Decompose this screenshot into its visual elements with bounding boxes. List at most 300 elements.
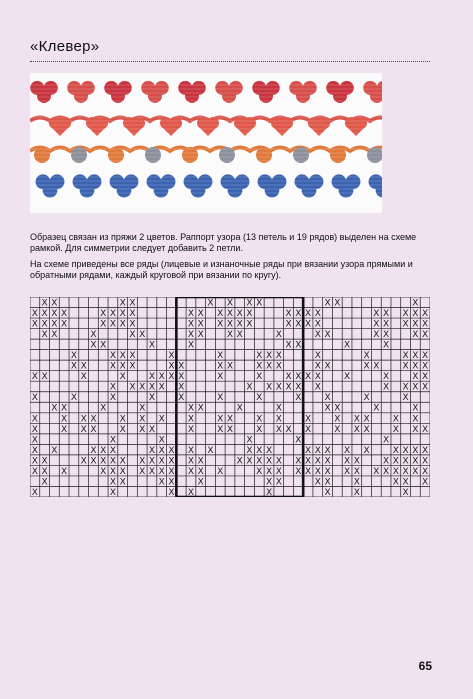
chart-stitch-mark: X [422, 319, 429, 330]
chart-stitch-mark: X [324, 456, 331, 467]
chart-stitch-mark: X [129, 298, 136, 309]
chart-stitch-mark: X [422, 456, 429, 467]
chart-stitch-mark: X [314, 372, 321, 383]
chart-stitch-mark: X [256, 361, 263, 372]
chart-stitch-mark: X [265, 445, 273, 456]
chart-stitch-mark: X [197, 477, 204, 488]
chart-stitch-mark: X [295, 340, 302, 351]
chart-stitch-mark: X [412, 424, 419, 435]
chart-stitch-mark: X [285, 382, 292, 393]
chart-stitch-mark: X [236, 319, 243, 330]
chart-stitch-mark: X [119, 466, 126, 477]
chart-stitch-mark: X [217, 319, 224, 330]
chart-stitch-mark: X [275, 351, 282, 362]
chart-stitch-mark: X [392, 414, 399, 425]
chart-stitch-mark: X [197, 319, 204, 330]
chart-stitch-mark: X [265, 487, 273, 497]
chart-stitch-mark: X [256, 393, 263, 404]
chart-stitch-mark: X [422, 351, 429, 362]
chart-stitch-mark: X [422, 445, 429, 456]
chart-stitch-mark: X [324, 298, 331, 309]
chart-stitch-mark: X [383, 456, 390, 467]
chart-stitch-mark: X [187, 445, 195, 456]
chart-stitch-mark: X [197, 456, 204, 467]
chart-stitch-mark: X [383, 308, 390, 319]
chart-stitch-mark: X [363, 351, 370, 362]
chart-stitch-mark: X [343, 445, 351, 456]
chart-stitch-mark: X [392, 424, 399, 435]
chart-stitch-mark: X [119, 414, 126, 425]
chart-stitch-mark: X [168, 477, 175, 488]
page-number: 65 [418, 659, 432, 673]
chart-stitch-mark: X [422, 466, 429, 477]
chart-stitch-mark: X [100, 466, 107, 477]
chart-stitch-mark: X [158, 435, 165, 446]
chart-stitch-mark: X [275, 361, 282, 372]
chart-stitch-mark: X [178, 372, 185, 383]
chart-stitch-mark: X [197, 308, 204, 319]
chart-stitch-mark: X [256, 298, 263, 309]
chart-stitch-mark: X [226, 308, 234, 319]
chart-stitch-mark: X [343, 340, 351, 351]
chart-stitch-mark: X [343, 466, 351, 477]
chart-stitch-mark: X [61, 466, 68, 477]
chart-stitch-mark: X [383, 435, 390, 446]
chart-stitch-mark: X [422, 424, 429, 435]
chart-stitch-mark: X [295, 393, 302, 404]
chart-stitch-mark: X [314, 445, 321, 456]
chart-stitch-mark: X [129, 319, 136, 330]
chart-note: На схеме приведены все ряды (лицевые и изнаночные ряды при вязании узора прямыми и обратными рядами, каждый круговой при вязании по кругу). [30, 259, 413, 281]
chart-stitch-mark: X [402, 487, 409, 497]
chart-stitch-mark: X [383, 340, 390, 351]
chart-stitch-mark: X [246, 319, 253, 330]
chart-stitch-mark: X [90, 340, 97, 351]
chart-stitch-mark: X [187, 424, 195, 435]
chart-stitch-mark: X [295, 435, 302, 446]
chart-stitch-mark: X [314, 466, 321, 477]
chart-stitch-mark: X [207, 445, 214, 456]
chart-stitch-mark: X [31, 414, 38, 425]
chart-stitch-mark: X [217, 414, 224, 425]
chart-stitch-mark: X [109, 351, 117, 362]
chart-stitch-mark: X [236, 456, 243, 467]
chart-stitch-mark: X [265, 466, 273, 477]
chart-stitch-mark: X [90, 330, 97, 341]
chart-stitch-mark: X [256, 414, 263, 425]
chart-stitch-mark: X [412, 466, 419, 477]
chart-stitch-mark: X [187, 403, 195, 414]
chart-stitch-mark: X [207, 298, 214, 309]
chart-stitch-mark: X [246, 445, 253, 456]
chart-stitch-mark: X [383, 319, 390, 330]
chart-stitch-mark: X [363, 414, 370, 425]
chart-stitch-mark: X [139, 466, 146, 477]
chart-stitch-mark: X [412, 351, 419, 362]
chart-stitch-mark: X [109, 308, 117, 319]
chart-stitch-mark: X [402, 319, 409, 330]
chart-stitch-mark: X [373, 403, 380, 414]
chart-stitch-mark: X [314, 477, 321, 488]
chart-stitch-mark: X [100, 445, 107, 456]
chart-stitch-mark: X [119, 298, 126, 309]
chart-stitch-mark: X [109, 466, 117, 477]
chart-stitch-mark: X [226, 330, 234, 341]
chart-stitch-mark: X [353, 487, 360, 497]
chart-stitch-mark: X [246, 382, 253, 393]
chart-stitch-mark: X [119, 361, 126, 372]
chart-stitch-mark: X [31, 308, 38, 319]
chart-stitch-mark: X [31, 435, 38, 446]
chart-stitch-mark: X [109, 435, 117, 446]
chart-stitch-mark: X [324, 403, 331, 414]
chart-stitch-mark: X [148, 393, 156, 404]
chart-stitch-mark: X [168, 372, 175, 383]
chart-stitch-mark: X [61, 424, 68, 435]
chart-stitch-mark: X [412, 445, 419, 456]
chart-stitch-mark: X [51, 403, 58, 414]
chart-stitch-mark: X [334, 424, 341, 435]
chart-stitch-mark: X [61, 414, 68, 425]
chart-stitch-mark: X [119, 456, 126, 467]
chart-stitch-mark: X [412, 456, 419, 467]
chart-stitch-mark: X [392, 445, 399, 456]
chart-stitch-mark: X [256, 351, 263, 362]
chart-stitch-mark: X [90, 414, 97, 425]
chart-stitch-mark: X [324, 361, 331, 372]
chart-stitch-mark: X [100, 456, 107, 467]
chart-stitch-mark: X [402, 456, 409, 467]
chart-stitch-mark: X [80, 372, 87, 383]
chart-stitch-mark: X [90, 445, 97, 456]
chart-stitch-mark: X [70, 361, 77, 372]
chart-stitch-mark: X [422, 330, 429, 341]
chart-stitch-mark: X [412, 361, 419, 372]
pattern-description: Образец связан из пряжи 2 цветов. Раппорт узора (13 петель и 19 рядов) выделен на схеме рамкой. Для симметрии следует добавить 2 петли. [30, 232, 417, 254]
chart-stitch-mark: X [109, 382, 117, 393]
chart-stitch-mark: X [314, 351, 321, 362]
chart-stitch-mark: X [168, 466, 175, 477]
chart-stitch-mark: X [51, 319, 58, 330]
chart-stitch-mark: X [139, 424, 146, 435]
chart-stitch-mark: X [343, 456, 351, 467]
chart-stitch-mark: X [109, 456, 117, 467]
chart-stitch-mark: X [41, 456, 48, 467]
chart-stitch-mark: X [246, 308, 253, 319]
chart-stitch-mark: X [61, 403, 68, 414]
chart-stitch-mark: X [31, 319, 38, 330]
chart-stitch-mark: X [295, 319, 302, 330]
chart-stitch-mark: X [265, 477, 273, 488]
chart-stitch-mark: X [295, 382, 302, 393]
chart-stitch-mark: X [187, 487, 195, 497]
chart-stitch-mark: X [31, 445, 38, 456]
chart-stitch-mark: X [31, 372, 38, 383]
chart-stitch-mark: X [178, 361, 185, 372]
chart-stitch-mark: X [422, 308, 429, 319]
chart-stitch-mark: X [412, 414, 419, 425]
chart-stitch-mark: X [412, 372, 419, 383]
chart-stitch-mark: X [148, 424, 156, 435]
chart-stitch-mark: X [275, 456, 282, 467]
chart-stitch-mark: X [187, 319, 195, 330]
chart-stitch-mark: X [324, 393, 331, 404]
chart-stitch-mark: X [148, 382, 156, 393]
knitting-sample-image [30, 73, 382, 213]
chart-stitch-mark: X [158, 466, 165, 477]
chart-stitch-mark: X [246, 298, 253, 309]
chart-stitch-mark: X [383, 382, 390, 393]
chart-stitch-mark: X [285, 340, 292, 351]
chart-stitch-mark: X [412, 298, 419, 309]
chart-stitch-mark: X [392, 456, 399, 467]
chart-stitch-mark: X [402, 361, 409, 372]
chart-stitch-mark: X [422, 382, 429, 393]
chart-stitch-mark: X [402, 393, 409, 404]
chart-stitch-mark: X [100, 308, 107, 319]
chart-stitch-mark: X [31, 466, 38, 477]
chart-stitch-mark: X [343, 372, 351, 383]
chart-stitch-mark: X [373, 361, 380, 372]
chart-stitch-mark: X [139, 330, 146, 341]
chart-stitch-mark: X [324, 445, 331, 456]
chart-stitch-mark: X [402, 351, 409, 362]
chart-stitch-mark: X [168, 351, 175, 362]
chart-stitch-mark: X [109, 319, 117, 330]
chart-stitch-mark: X [304, 308, 312, 319]
chart-stitch-mark: X [295, 466, 302, 477]
chart-stitch-mark: X [70, 393, 77, 404]
chart-stitch-mark: X [314, 456, 321, 467]
chart-stitch-mark: X [226, 319, 234, 330]
chart-stitch-mark: X [353, 466, 360, 477]
chart-stitch-mark: X [187, 414, 195, 425]
chart-stitch-mark: X [197, 330, 204, 341]
chart-stitch-mark: X [285, 372, 292, 383]
chart-stitch-mark: X [139, 403, 146, 414]
chart-stitch-mark: X [139, 382, 146, 393]
chart-stitch-mark: X [148, 466, 156, 477]
chart-stitch-mark: X [236, 403, 243, 414]
chart-stitch-mark: X [178, 393, 185, 404]
chart-stitch-mark: X [187, 330, 195, 341]
chart-stitch-mark: X [383, 330, 390, 341]
chart-stitch-mark: X [402, 308, 409, 319]
chart-stitch-mark: X [324, 477, 331, 488]
chart-stitch-mark: X [158, 414, 165, 425]
chart-stitch-mark: X [119, 477, 126, 488]
chart-stitch-mark: X [412, 319, 419, 330]
chart-stitch-mark: X [31, 487, 38, 497]
chart-stitch-mark: X [61, 319, 68, 330]
chart-stitch-mark: X [41, 372, 48, 383]
chart-stitch-mark: X [41, 319, 48, 330]
knitting-sample-photo [30, 73, 382, 213]
knitting-chart [30, 297, 430, 502]
chart-stitch-mark: X [236, 308, 243, 319]
chart-stitch-mark: X [265, 382, 273, 393]
chart-stitch-mark: X [217, 424, 224, 435]
chart-stitch-mark: X [304, 319, 312, 330]
chart-stitch-mark: X [187, 466, 195, 477]
chart-stitch-mark: X [70, 351, 77, 362]
chart-stitch-mark: X [285, 308, 292, 319]
chart-stitch-mark: X [226, 424, 234, 435]
chart-stitch-mark: X [80, 414, 87, 425]
chart-stitch-mark: X [158, 456, 165, 467]
chart-stitch-mark: X [256, 372, 263, 383]
chart-stitch-mark: X [402, 477, 409, 488]
chart-stitch-mark: X [158, 477, 165, 488]
chart-stitch-mark: X [353, 456, 360, 467]
chart-stitch-mark: X [168, 456, 175, 467]
chart-stitch-mark: X [129, 330, 136, 341]
chart-stitch-mark: X [129, 351, 136, 362]
chart-stitch-mark: X [187, 308, 195, 319]
chart-stitch-mark: X [373, 308, 380, 319]
chart-stitch-mark: X [119, 372, 126, 383]
chart-stitch-mark: X [100, 340, 107, 351]
chart-stitch-mark: X [41, 466, 48, 477]
chart-stitch-mark: X [119, 319, 126, 330]
chart-stitch-mark: X [31, 424, 38, 435]
chart-stitch-mark: X [226, 414, 234, 425]
chart-stitch-mark: X [373, 466, 380, 477]
chart-stitch-mark: X [324, 487, 331, 497]
chart-stitch-mark: X [168, 487, 175, 497]
chart-stitch-mark: X [217, 372, 224, 383]
chart-stitch-mark: X [265, 456, 273, 467]
chart-stitch-mark: X [158, 372, 165, 383]
chart-stitch-mark: X [41, 298, 48, 309]
chart-stitch-mark: X [109, 477, 117, 488]
chart-stitch-mark: X [246, 456, 253, 467]
chart-stitch-mark: X [314, 361, 321, 372]
chart-stitch-mark: X [275, 330, 282, 341]
chart-stitch-mark: X [363, 361, 370, 372]
chart-stitch-mark: X [119, 351, 126, 362]
chart-stitch-mark: X [304, 424, 312, 435]
chart-stitch-mark: X [31, 456, 38, 467]
chart-stitch-mark: X [314, 319, 321, 330]
chart-stitch-mark: X [61, 308, 68, 319]
chart-stitch-mark: X [148, 445, 156, 456]
chart-stitch-mark: X [158, 382, 165, 393]
chart-stitch-mark: X [109, 393, 117, 404]
chart-stitch-mark: X [275, 382, 282, 393]
chart-stitch-mark: X [129, 382, 136, 393]
chart-stitch-mark: X [217, 361, 224, 372]
chart-stitch-mark: X [353, 424, 360, 435]
chart-stitch-mark: X [275, 477, 282, 488]
chart-stitch-mark: X [363, 424, 370, 435]
chart-stitch-mark: X [119, 424, 126, 435]
chart-stitch-mark: X [275, 466, 282, 477]
chart-stitch-mark: X [51, 308, 58, 319]
chart-stitch-mark: X [265, 361, 273, 372]
chart-stitch-mark: X [51, 445, 58, 456]
chart-stitch-mark: X [109, 487, 117, 497]
chart-stitch-mark: X [236, 330, 243, 341]
chart-stitch-mark: X [412, 308, 419, 319]
chart-stitch-mark: X [178, 382, 185, 393]
page-title: «Клевер» [30, 38, 100, 55]
chart-stitch-mark: X [139, 456, 146, 467]
chart-stitch-mark: X [422, 477, 429, 488]
chart-stitch-mark: X [256, 445, 263, 456]
chart-stitch-mark: X [304, 456, 312, 467]
chart-stitch-mark: X [197, 466, 204, 477]
chart-stitch-mark: X [80, 424, 87, 435]
chart-stitch-mark: X [80, 361, 87, 372]
chart-stitch-mark: X [187, 340, 195, 351]
chart-stitch-mark: X [217, 466, 224, 477]
chart-stitch-mark: X [275, 403, 282, 414]
chart-stitch-mark: X [363, 393, 370, 404]
chart-stitch-mark: X [314, 382, 321, 393]
chart-stitch-mark: X [265, 351, 273, 362]
chart-stitch-mark: X [129, 308, 136, 319]
chart-stitch-mark: X [246, 435, 253, 446]
chart-stitch-mark: X [402, 445, 409, 456]
chart-stitch-mark: X [129, 361, 136, 372]
chart-stitch-mark: X [100, 319, 107, 330]
chart-stitch-mark: X [422, 372, 429, 383]
chart-stitch-mark: X [148, 456, 156, 467]
chart-stitch-mark: X [295, 308, 302, 319]
chart-stitch-mark: X [324, 330, 331, 341]
chart-stitch-mark: X [187, 456, 195, 467]
chart-stitch-mark: X [217, 393, 224, 404]
chart-stitch-mark: X [402, 382, 409, 393]
chart-stitch-mark: X [226, 298, 234, 309]
knitting-chart-grid [30, 297, 430, 497]
chart-stitch-mark: X [41, 308, 48, 319]
chart-stitch-mark: X [295, 456, 302, 467]
chart-stitch-mark: X [412, 382, 419, 393]
chart-stitch-mark: X [109, 361, 117, 372]
chart-stitch-mark: X [314, 308, 321, 319]
chart-stitch-mark: X [392, 466, 399, 477]
chart-stitch-mark: X [256, 456, 263, 467]
chart-stitch-mark: X [100, 403, 107, 414]
chart-stitch-mark: X [90, 456, 97, 467]
chart-stitch-mark: X [217, 351, 224, 362]
chart-stitch-mark: X [422, 361, 429, 372]
chart-stitch-mark: X [197, 403, 204, 414]
chart-stitch-mark: X [363, 445, 370, 456]
chart-stitch-mark: X [353, 414, 360, 425]
chart-stitch-mark: X [412, 330, 419, 341]
chart-stitch-mark: X [226, 361, 234, 372]
chart-stitch-mark: X [168, 445, 175, 456]
chart-stitch-mark: X [31, 393, 38, 404]
chart-stitch-mark: X [383, 372, 390, 383]
chart-stitch-mark: X [80, 456, 87, 467]
chart-stitch-mark: X [109, 445, 117, 456]
chart-stitch-mark: X [412, 403, 419, 414]
chart-stitch-mark: X [90, 424, 97, 435]
chart-stitch-mark: X [275, 414, 282, 425]
chart-stitch-mark: X [168, 361, 175, 372]
chart-stitch-mark: X [402, 466, 409, 477]
title-divider [30, 61, 430, 62]
chart-stitch-mark: X [383, 466, 390, 477]
chart-stitch-mark: X [139, 414, 146, 425]
chart-stitch-mark: X [51, 330, 58, 341]
chart-stitch-mark: X [334, 403, 341, 414]
chart-stitch-mark: X [285, 424, 292, 435]
